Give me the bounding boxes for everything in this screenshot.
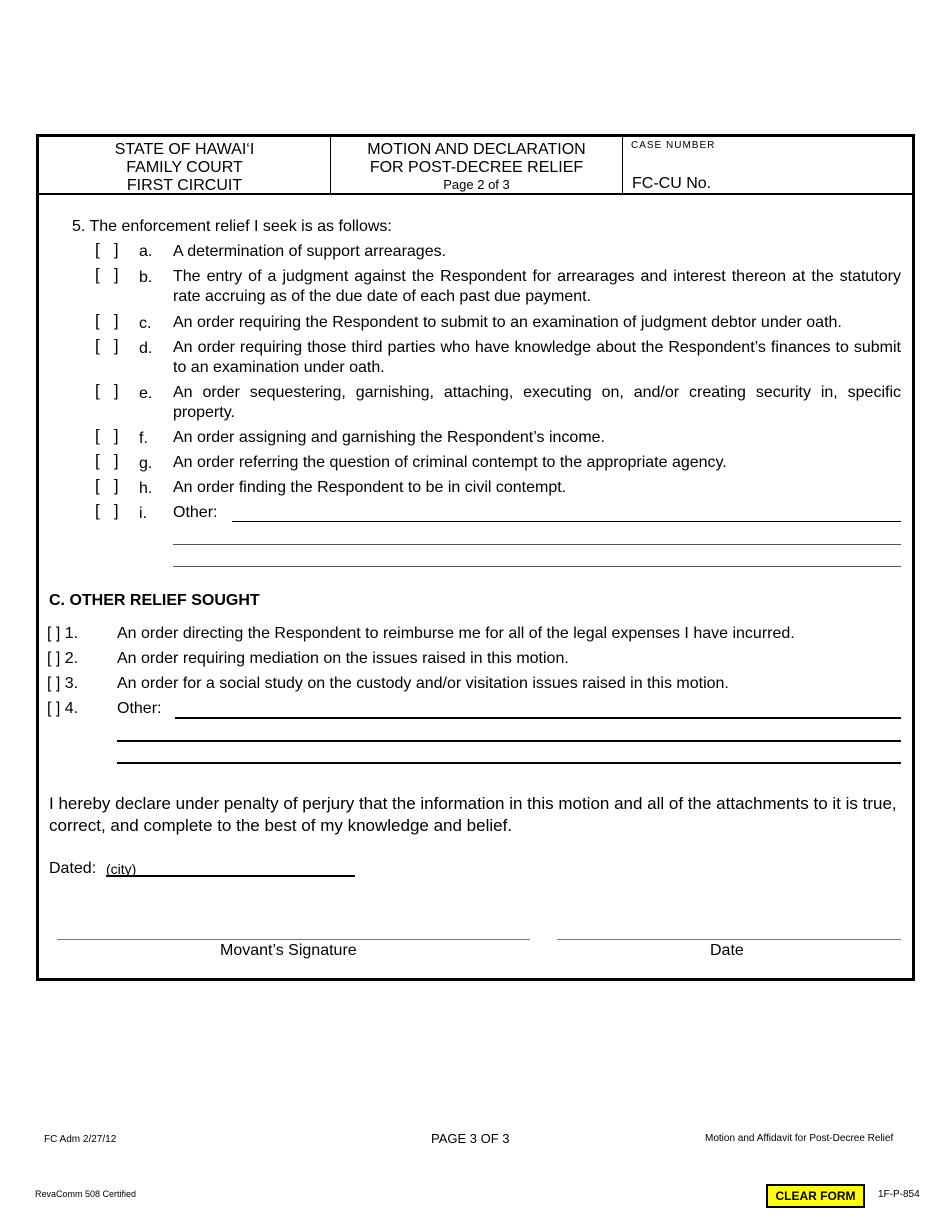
dated-input-line[interactable]	[106, 875, 355, 877]
checkbox-c2[interactable]: [ ] 2.	[47, 650, 79, 667]
section-c-heading: C. OTHER RELIEF SOUGHT	[49, 592, 260, 609]
checkbox-e[interactable]: [ ]	[95, 381, 119, 400]
court-circuit: FIRST CIRCUIT	[126, 177, 243, 194]
checkbox-i[interactable]: [ ]	[95, 501, 119, 520]
declaration-text: I hereby declare under penalty of perjury that the information in this motion and all of the attachments to it is true, correct, and complete to the best of my knowledge and belief.	[49, 794, 897, 835]
item-text-c: An order requiring the Respondent to submit to an examination of judgment debtor under oath.	[173, 314, 842, 331]
title-line-2: FOR POST-DECREE RELIEF	[369, 159, 584, 176]
clear-form-button[interactable]: CLEAR FORM	[766, 1184, 865, 1208]
item-text-c1: An order directing the Respondent to reimburse me for all of the legal expenses I have incurred.	[117, 625, 795, 642]
form-number: 1F-P-854	[878, 1189, 920, 1200]
item-text-d: An order requiring those third parties who have knowledge about the Respondent’s finances to submit to an examination under oath.	[173, 339, 901, 376]
other-i-input-line-3[interactable]	[173, 566, 901, 567]
other-c4-input-line-3[interactable]	[117, 762, 901, 764]
item-letter-a: a.	[139, 243, 153, 260]
item-letter-h: h.	[139, 480, 153, 497]
other-c4-input-line-2[interactable]	[117, 740, 901, 742]
item5-intro: 5. The enforcement relief I seek is as follows:	[72, 218, 392, 235]
item-letter-d: d.	[139, 340, 153, 357]
item-text-c2: An order requiring mediation on the issues raised in this motion.	[117, 650, 569, 667]
form-title	[331, 137, 623, 193]
checkbox-f[interactable]: [ ]	[95, 426, 119, 445]
checkbox-c[interactable]: [ ]	[95, 311, 119, 330]
item-text-e: An order sequestering, garnishing, attaching, executing on, and/or creating security in, specific property.	[173, 384, 901, 421]
form-revision: FC Adm 2/27/12	[44, 1134, 117, 1145]
other-i-input-line-2[interactable]	[173, 544, 901, 545]
signature-label: Movant’s Signature	[220, 942, 357, 959]
item-text-c4-label: Other:	[117, 700, 162, 717]
item-letter-b: b.	[139, 269, 153, 286]
court-state: STATE OF HAWAI‘I	[114, 141, 255, 158]
item-text-f: An order assigning and garnishing the Respondent’s income.	[173, 429, 605, 446]
item-text-b: The entry of a judgment against the Respondent for arrearages and interest thereon at the statutory rate accruing as of the due date of each past due payment.	[173, 268, 901, 305]
other-i-input-line-1[interactable]	[232, 521, 901, 522]
signature-line[interactable]	[57, 939, 530, 940]
item-letter-e: e.	[139, 385, 153, 402]
item-letter-i: i.	[139, 505, 147, 522]
case-number-field[interactable]: FC-CU No.	[632, 175, 712, 192]
form-header	[39, 137, 912, 195]
case-number-cell[interactable]	[623, 137, 912, 193]
item-text-c3: An order for a social study on the custody and/or visitation issues raised in this motion.	[117, 675, 729, 692]
court-name: FAMILY COURT	[126, 159, 243, 176]
item-text-h: An order finding the Respondent to be in civil contempt.	[173, 479, 567, 496]
case-number-label: CASE NUMBER	[631, 140, 716, 151]
item-letter-g: g.	[139, 455, 153, 472]
item-letter-c: c.	[139, 315, 152, 332]
city-placeholder[interactable]: (city)	[106, 861, 137, 877]
form-title-footer: Motion and Affidavit for Post-Decree Relief	[705, 1133, 894, 1144]
date-line[interactable]	[557, 939, 901, 940]
page-indicator: Page 2 of 3	[443, 177, 510, 192]
checkbox-d[interactable]: [ ]	[95, 336, 119, 355]
item-text-g: An order referring the question of criminal contempt to the appropriate agency.	[173, 454, 727, 471]
checkbox-c1[interactable]: [ ] 1.	[47, 625, 79, 642]
checkbox-a[interactable]: [ ]	[95, 240, 119, 259]
checkbox-g[interactable]: [ ]	[95, 451, 119, 470]
certified-label: RevaComm 508 Certified	[35, 1189, 137, 1199]
checkbox-b[interactable]: [ ]	[95, 265, 119, 284]
date-label: Date	[710, 942, 744, 959]
checkbox-c4[interactable]: [ ] 4.	[47, 700, 79, 717]
checkbox-c3[interactable]: [ ] 3.	[47, 675, 79, 692]
item-text-a: A determination of support arrearages.	[173, 243, 447, 260]
dated-label: Dated:	[49, 860, 97, 877]
item-letter-f: f.	[139, 430, 148, 447]
other-c4-input-line-1[interactable]	[175, 717, 901, 719]
form-border	[36, 134, 915, 981]
item-text-i-label: Other:	[173, 504, 218, 521]
title-line-1: MOTION AND DECLARATION	[367, 141, 586, 158]
checkbox-h[interactable]: [ ]	[95, 476, 119, 495]
court-info	[39, 137, 331, 193]
page-of: PAGE 3 OF 3	[431, 1131, 510, 1146]
